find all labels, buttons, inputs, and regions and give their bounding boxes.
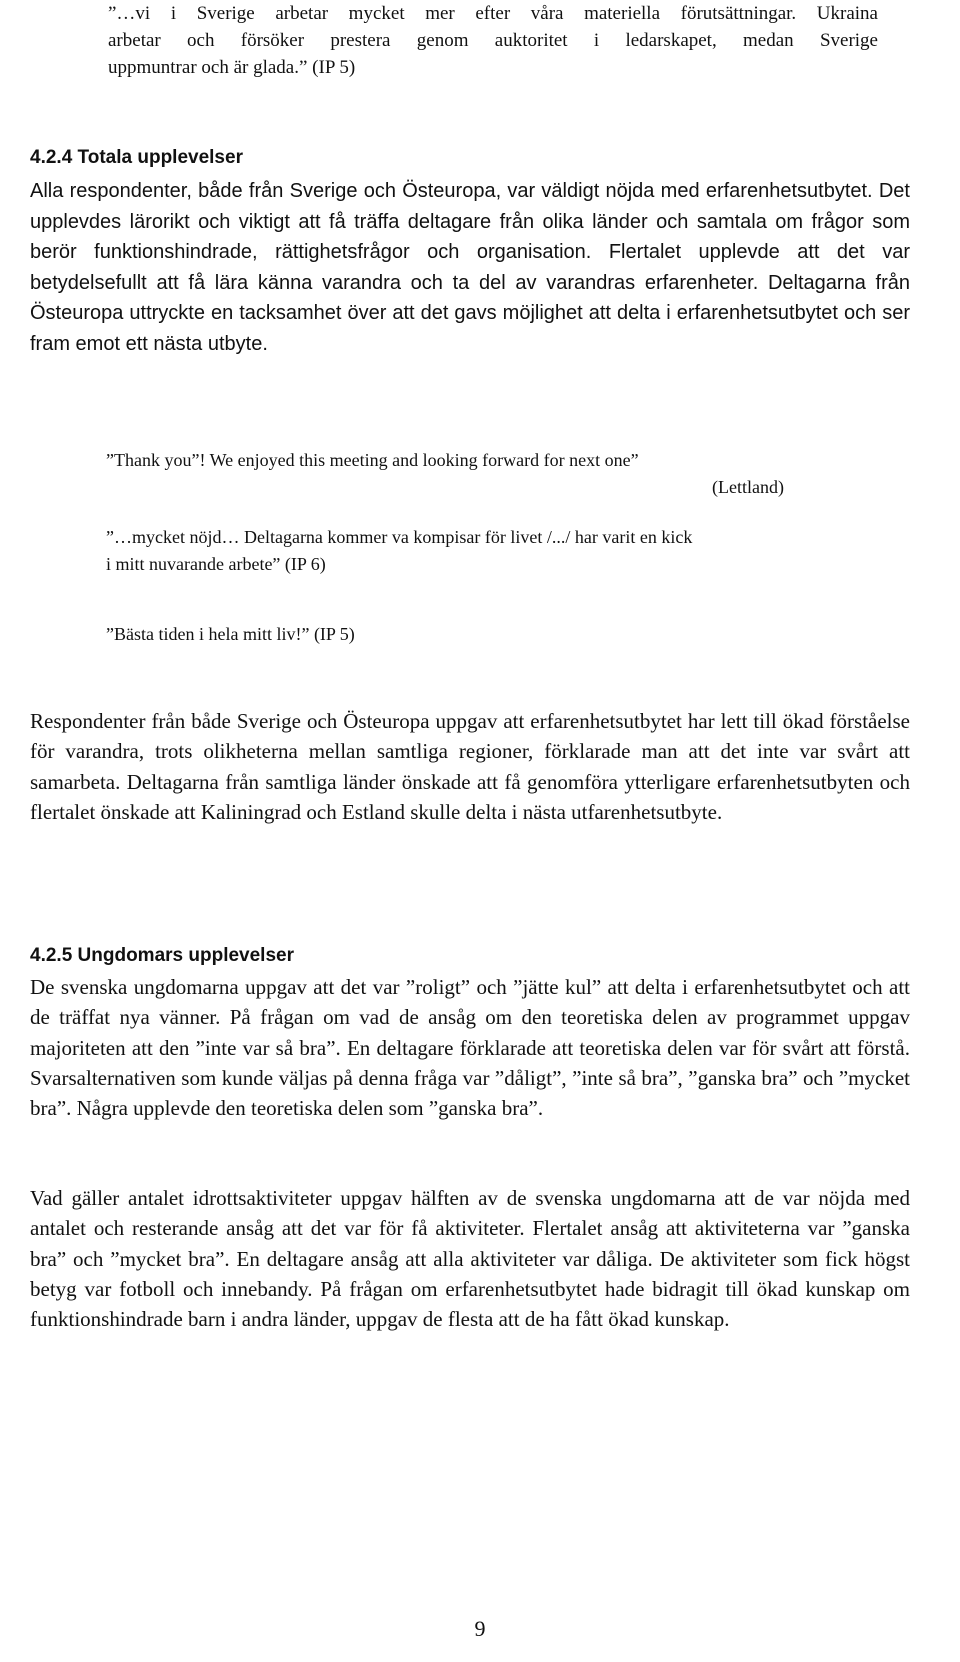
quote-basta-tiden: ”Bästa tiden i hela mitt liv!” (IP 5) [106,624,355,644]
paragraph-respondents: Respondenter från både Sverige och Östeuropa uppgav att erfarenhetsutbytet har lett till ökad förståelse för varandra, trots olikheterna mellan samtliga regioner, förklarade man att det inte var svårt att samarbeta. Deltagarna från samtliga länder önskade att få genomföra ytterligare erfarenhetsutbyten och flertalet önskade att Kaliningrad och Estland skulle delta i nästa utfarenhetsutbyte. [30,709,910,824]
intro-quote [108,0,878,81]
quote-mycket-nojd: ”…mycket nöjd… Deltagarna kommer va kompisar för livet /.../ har varit en kick [106,527,693,547]
section-heading-4-2-4: 4.2.4 Totala upplevelser [30,147,243,168]
intro-quote-line: arbetar och försöker prestera genom auktoritet i ledarskapet, medan Sverige [108,30,878,51]
quote-thank-you-source: (Lettland) [712,477,784,497]
paragraph-sports-activities: Vad gäller antalet idrottsaktiviteter uppgav hälften av de svenska ungdomarna att de var nöjda med antalet och resterande ansåg att det var för få aktiviteter. Flertalet ansåg att aktiviteterna var ”ganska bra” och ”mycket bra”. En deltagare ansåg att alla aktiviteter var dåliga. De aktiviteter som fick högst betyg var fotboll och innebandy. På frågan om erfarenhetsutbytet hade bidragit till ökad kunskap om funktionshindrade barn i andra länder, uppgav de flesta att de ha fått ökad kunskap. [30,1186,910,1332]
quote-thank-you: ”Thank you”! We enjoyed this meeting and looking forward for next one” [106,450,639,470]
paragraph-youth-experiences: De svenska ungdomarna uppgav att det var ”roligt” och ”jätte kul” att delta i erfarenhetsutbytet och att de träffat nya vänner. På frågan om vad de ansåg om den teoretiska delen av programmet uppgav majoriteten att den ”inte var så bra”. En deltagare förklarade att teoretiska delen var för svårt att förstå. Svarsalternativen som kunde väljas på denna fråga var ”dåligt”, ”inte så bra”, ”ganska bra” och ”mycket bra”. Några upplevde den teoretiska delen som ”ganska bra”. [30,975,910,1121]
quote-mycket-nojd-cont: i mitt nuvarande arbete” (IP 6) [106,554,326,574]
page-number: 9 [474,1616,486,1641]
section-heading-4-2-5: 4.2.5 Ungdomars upplevelser [30,945,294,966]
paragraph-total-experiences: Alla respondenter, både från Sverige och Östeuropa, var väldigt nöjda med erfarenhetsutbytet. Det upplevdes lärorikt och viktigt att få träffa deltagare från olika länder och samtala om frågor som berör funktionshindrade, rättighetsfrågor och organisation. Flertalet upplevde att det var betydelsefullt att få lära känna varandra och ta del av varandras erfarenheter. Deltagarna från Östeuropa uttryckte en tacksamhet över att det gavs möjlighet att delta i erfarenhetsutbytet och ser fram emot ett nästa utbyte. [30,180,910,355]
intro-quote-line: uppmuntrar och är glada.” (IP 5) [108,57,356,78]
intro-quote-line: ”…vi i Sverige arbetar mycket mer efter våra materiella förutsättningar. Ukraina [108,3,878,24]
